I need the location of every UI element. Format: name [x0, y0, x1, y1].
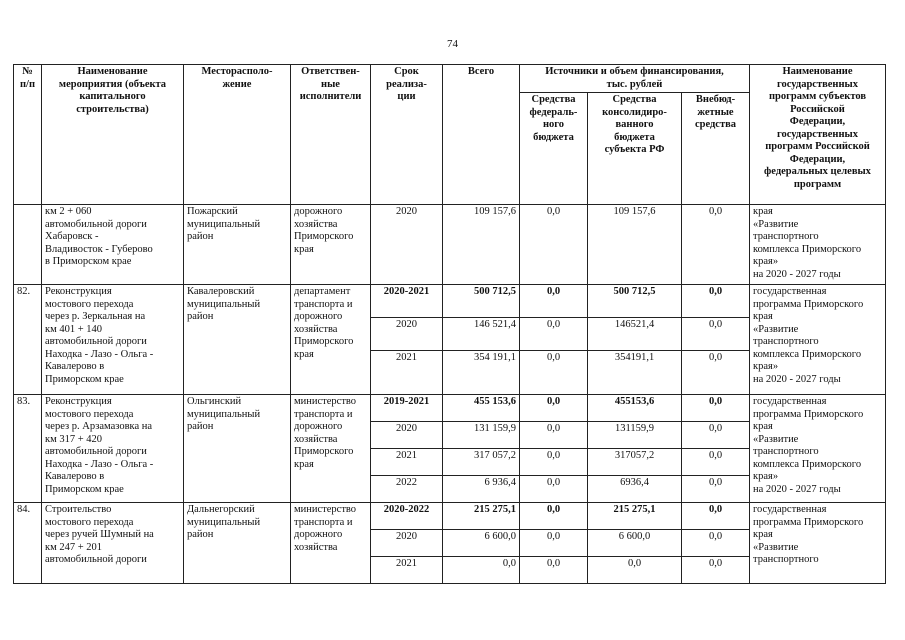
period: 2020	[371, 530, 443, 557]
header-name: Наименование мероприятия (объекта капитального строительства)	[42, 65, 184, 205]
period: 2020	[371, 205, 443, 285]
object-name: Реконструкция мостового перехода через р. Арзамазовка на км 317 + 420 автомобильной дороги Находка - Лазо - Ольга - Кавалерово в Приморском крае	[42, 395, 184, 503]
total: 500 712,5	[443, 285, 520, 318]
financing-table	[13, 64, 886, 584]
period: 2021	[371, 449, 443, 476]
object-name: км 2 + 060 автомобильной дороги Хабаровск - Владивосток - Губерово в Приморском крае	[42, 205, 184, 285]
federal-funds: 0,0	[520, 422, 588, 449]
table-row	[14, 205, 886, 285]
location: Ольгинский муниципальный район	[184, 395, 291, 503]
extrabudget-funds: 0,0	[682, 351, 750, 395]
location: Пожарский муниципальный район	[184, 205, 291, 285]
program-name: государственная программа Приморского края «Развитие транспортного	[750, 503, 886, 584]
period: 2021	[371, 351, 443, 395]
header-total: Всего	[443, 65, 520, 205]
extrabudget-funds: 0,0	[682, 503, 750, 530]
consolidated-funds: 215 275,1	[588, 503, 682, 530]
federal-funds: 0,0	[520, 557, 588, 584]
federal-funds: 0,0	[520, 395, 588, 422]
object-name: Строительство мостового перехода через ручей Шумный на км 247 + 201 автомобильной дороги	[42, 503, 184, 584]
table-row	[14, 285, 886, 318]
header-programs: Наименование государственных программ субъектов Российской Федерации, государственных программ Российской Федерации, федеральных целевых программ	[750, 65, 886, 205]
extrabudget-funds: 0,0	[682, 395, 750, 422]
period: 2020	[371, 318, 443, 351]
total: 109 157,6	[443, 205, 520, 285]
consolidated-funds: 317057,2	[588, 449, 682, 476]
row-number: 82.	[14, 285, 42, 395]
object-name: Реконструкция мостового перехода через р. Зеркальная на км 401 + 140 автомобильной дороги Находка - Лазо - Ольга - Кавалерово в Приморском крае	[42, 285, 184, 395]
total: 455 153,6	[443, 395, 520, 422]
total: 317 057,2	[443, 449, 520, 476]
extrabudget-funds: 0,0	[682, 205, 750, 285]
consolidated-funds: 455153,6	[588, 395, 682, 422]
extrabudget-funds: 0,0	[682, 476, 750, 503]
consolidated-funds: 354191,1	[588, 351, 682, 395]
row-number: 83.	[14, 395, 42, 503]
federal-funds: 0,0	[520, 285, 588, 318]
total: 0,0	[443, 557, 520, 584]
table-body	[14, 205, 886, 584]
period: 2022	[371, 476, 443, 503]
federal-funds: 0,0	[520, 318, 588, 351]
responsible: департамент транспорта и дорожного хозяйства Приморского края	[291, 285, 371, 395]
federal-funds: 0,0	[520, 449, 588, 476]
period: 2020-2021	[371, 285, 443, 318]
responsible: министерство транспорта и дорожного хозяйства	[291, 503, 371, 584]
header-consolidated: Средства консолидиро- ванного бюджета субъекта РФ	[588, 93, 682, 205]
program-name: государственная программа Приморского края «Развитие транспортного комплекса Приморского края» на 2020 - 2027 годы	[750, 285, 886, 395]
extrabudget-funds: 0,0	[682, 285, 750, 318]
header-num: № п/п	[14, 65, 42, 205]
header-location: Месторасполо- жение	[184, 65, 291, 205]
row-number	[14, 205, 42, 285]
total: 131 159,9	[443, 422, 520, 449]
page-number: 74	[447, 38, 458, 50]
total: 6 936,4	[443, 476, 520, 503]
extrabudget-funds: 0,0	[682, 318, 750, 351]
period: 2020	[371, 422, 443, 449]
period: 2020-2022	[371, 503, 443, 530]
total: 146 521,4	[443, 318, 520, 351]
total: 215 275,1	[443, 503, 520, 530]
consolidated-funds: 109 157,6	[588, 205, 682, 285]
extrabudget-funds: 0,0	[682, 422, 750, 449]
header-federal: Средства федераль- ного бюджета	[520, 93, 588, 205]
program-name: края «Развитие транспортного комплекса Приморского края» на 2020 - 2027 годы	[750, 205, 886, 285]
consolidated-funds: 146521,4	[588, 318, 682, 351]
responsible: дорожного хозяйства Приморского края	[291, 205, 371, 285]
federal-funds: 0,0	[520, 205, 588, 285]
extrabudget-funds: 0,0	[682, 530, 750, 557]
consolidated-funds: 6 600,0	[588, 530, 682, 557]
header-extrabudget: Внебюд- жетные средства	[682, 93, 750, 205]
consolidated-funds: 0,0	[588, 557, 682, 584]
period: 2019-2021	[371, 395, 443, 422]
total: 354 191,1	[443, 351, 520, 395]
table-row	[14, 395, 886, 422]
federal-funds: 0,0	[520, 476, 588, 503]
consolidated-funds: 131159,9	[588, 422, 682, 449]
responsible: министерство транспорта и дорожного хозяйства Приморского края	[291, 395, 371, 503]
federal-funds: 0,0	[520, 530, 588, 557]
total: 6 600,0	[443, 530, 520, 557]
consolidated-funds: 500 712,5	[588, 285, 682, 318]
program-name: государственная программа Приморского края «Развитие транспортного комплекса Приморского края» на 2020 - 2027 годы	[750, 395, 886, 503]
federal-funds: 0,0	[520, 351, 588, 395]
header-responsible: Ответствен- ные исполнители	[291, 65, 371, 205]
extrabudget-funds: 0,0	[682, 557, 750, 584]
location: Дальнегорский муниципальный район	[184, 503, 291, 584]
federal-funds: 0,0	[520, 503, 588, 530]
location: Кавалеровский муниципальный район	[184, 285, 291, 395]
header-sources: Источники и объем финансирования, тыс. рублей	[520, 65, 750, 93]
row-number: 84.	[14, 503, 42, 584]
header-period: Срок реализа- ции	[371, 65, 443, 205]
table-row	[14, 503, 886, 530]
extrabudget-funds: 0,0	[682, 449, 750, 476]
period: 2021	[371, 557, 443, 584]
consolidated-funds: 6936,4	[588, 476, 682, 503]
